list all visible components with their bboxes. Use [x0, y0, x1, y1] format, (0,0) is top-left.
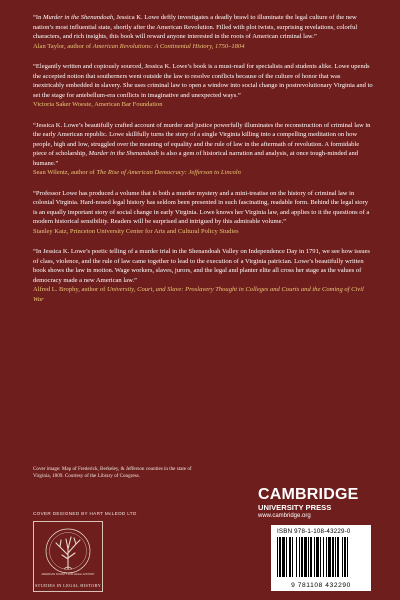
book-title-italic: American Revolutions: A Continental History, 1750–1804 — [92, 42, 245, 50]
blurb-quote — [33, 121, 373, 169]
isbn-digits: 9 781108 432290 — [291, 582, 351, 589]
blurb-attribution — [33, 227, 373, 237]
book-title-italic: University, Court, and Slave: Proslavery Thought in Colleges and Courts and the Coming of Civil War — [33, 286, 364, 303]
quote-text: “Elegantly written and copiously sourced, Jessica K. Lowe’s book is a must-read for specialists and students alike. Lowe upends the accepted notion that southerners went outside the law to resolve conflicts because of the culture of honor that was inextricably embedded in slavery. She uses criminal law to open a window into social change in postrevolutionary Virginia and to set the stage for antebellum-era conflicts in imaginative and unexpected ways.” — [33, 63, 373, 99]
blurb-quote — [33, 13, 373, 42]
publisher-url: www.cambridge.org — [258, 513, 311, 519]
blurb — [33, 189, 373, 237]
quote-text: “In Jessica K. Lowe’s poetic telling of a murder trial in the Shenandoah Valley on Independence Day in 1791, we see how issues of class, violence, and the rule of law came together to lead to the execution of a Virginia patrician. Lowe’s beautifully written book shows the law in motion. Wage workers, slaves, jurors, and the legal and planter elite all cross her stage as the values of democracy made a new American law.” — [33, 248, 370, 284]
book-title-italic: The Rise of American Democracy: Jefferson to Lincoln — [96, 169, 241, 176]
blurb — [33, 13, 373, 51]
cover-image-caption: Cover image: Map of Frederick, Berkeley, & Jefferson counties in the state of Virginia, 1809. Courtesy of the Library of Congress. — [33, 466, 192, 480]
quote-text: is also a gem of historical narration and analysis, at once tough-minded and humane.” — [33, 150, 359, 167]
quote-text: , Jessica K. Lowe deftly investigates a deadly brawl to illuminate the legal culture of the new nation’s most influential state, shortly after the American Revolution. Filled with plot twists, surprising revelations, colorful characters, and rich insights, this book will reward anyone interested in the roots of American criminal law.” — [33, 14, 358, 40]
book-title-italic: Murder in the Shenandoah — [88, 150, 159, 157]
attribution-text: Alfred L. Brophy, author of — [33, 286, 107, 293]
isbn-barcode-box — [271, 525, 371, 591]
blurb-quote — [33, 189, 373, 227]
blurb-attribution — [33, 42, 373, 52]
blurb-attribution — [33, 100, 373, 110]
quote-text: “Professor Lowe has produced a volume that is both a murder mystery and a mini-treatise on the history of criminal law in colonial Virginia. Hard-nosed legal history has seldom been presented in such fascinating, readable form. Behind the legal story is an equally important story of social change in early Virginia. Lowe knows her Virginia law, and applies to it the questions of a modern historical sensibility. Readers will be surprised and intrigued by this admirable volume.” — [33, 189, 370, 225]
attribution-text: Alan Taylor, author of — [33, 42, 93, 50]
barcode-icon — [275, 537, 367, 577]
blurb-quote — [33, 247, 373, 285]
publisher-block — [258, 487, 373, 520]
blurb — [33, 62, 373, 110]
quote-text: “In — [33, 14, 43, 21]
attribution-text: Stanley Katz, Princeton University Center for Arts and Cultural Policy Studies — [33, 227, 239, 235]
blurb — [33, 121, 373, 178]
book-title-italic: Murder in the Shenandoah — [43, 14, 114, 21]
attribution-text: Victoria Saker Woeste, American Bar Foundation — [33, 101, 163, 108]
series-emblem-text: AMERICAN SOCIETY FOR LEGAL HISTORY — [41, 573, 95, 576]
publisher-name: CAMBRIDGE — [258, 486, 359, 503]
series-label: STUDIES IN LEGAL HISTORY — [34, 583, 102, 588]
blurb-attribution — [33, 285, 373, 304]
quote-text: “Jessica K. Lowe’s beautifully crafted account of murder and justice powerfully illuminates the reconstruction of criminal law in the early American republic. Lowe skillfully turns the story of a single Virginia killing into a compelling meditation on how people, high and low, struggled over the meaning of equality and the rule of law in the aftermath of revolution. A formidable piece of scholarship, — [33, 121, 371, 157]
blurbs-section — [33, 13, 373, 315]
isbn-label: ISBN 978-1-108-43229-0 — [277, 528, 351, 535]
publisher-subname: UNIVERSITY PRESS — [258, 503, 332, 512]
attribution-text: Sean Wilentz, author of — [33, 169, 97, 176]
series-logo — [33, 521, 103, 592]
designer-credit: COVER DESIGNED BY HART McLEOD LTD — [33, 511, 137, 516]
blurb-quote — [33, 62, 373, 100]
blurb — [33, 247, 373, 304]
blurb-attribution — [33, 168, 373, 178]
tree-emblem-icon — [38, 525, 98, 577]
